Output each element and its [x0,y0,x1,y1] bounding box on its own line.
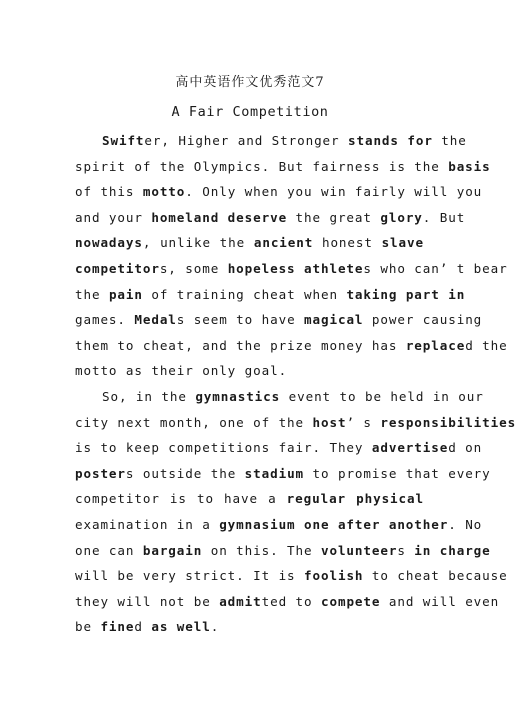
essay-line [75,256,508,282]
essay-text: to promise that every [304,465,491,481]
essay-text: to cheat because [363,568,508,584]
essay-text: city next month, one of the [75,414,313,430]
essay-text: the [75,286,109,302]
vocab-highlight: homeland deserve [151,209,288,225]
essay-text: s outside the [125,465,245,481]
vocab-highlight: nowadays [75,235,143,251]
essay-text: . [210,619,220,635]
essay-text: they will not be [75,593,220,609]
essay-text: s [397,542,415,558]
vocab-highlight: admit [219,593,262,609]
essay-line [75,538,491,564]
essay-line [75,358,424,384]
vocab-highlight: ancient [253,235,314,251]
essay-text: d [134,619,152,635]
essay-text: , unlike the [142,235,254,251]
essay-line [75,307,483,333]
essay-text: games. [75,312,135,328]
vocab-highlight: slave [381,235,424,251]
vocab-highlight: Medal [134,312,177,328]
vocab-highlight: taking part in [346,286,466,302]
vocab-highlight: competitor [75,260,160,276]
essay-text: . But [422,209,466,225]
essay-line [75,128,467,154]
essay-body [75,128,516,640]
vocab-highlight: glory [380,209,423,225]
vocab-highlight: gymnasium one after another [219,516,449,532]
essay-line [75,154,491,180]
vocab-highlight: regular physical [286,491,424,507]
essay-line [75,486,424,512]
vocab-highlight: Swift [102,133,145,148]
essay-text: will be very strict. It is [75,568,305,584]
vocab-highlight: host [312,414,347,430]
essay-text: competitor is to have a [75,491,287,507]
essay-line [75,563,508,589]
essay-text: honest [313,235,382,251]
vocab-highlight: pain [108,286,143,302]
essay-text: . Only when you win fairly will you [185,184,483,200]
vocab-highlight: as well [151,619,211,635]
essay-line [75,282,466,308]
essay-text: and will even [380,593,500,609]
vocab-highlight: in charge [414,542,491,558]
essay-text: d on [448,440,483,456]
essay-text: of this [75,184,143,200]
essay-text: er, Higher and Stronger [144,133,348,148]
vocab-highlight: replace [405,337,466,353]
essay-text: of training cheat when [142,286,347,302]
vocab-highlight: basis [448,158,491,174]
vocab-highlight: poster [75,465,126,481]
essay-text: be [75,619,101,635]
vocab-highlight: foolish [304,568,364,584]
essay-text: So, in the [102,388,196,404]
vocab-highlight: stadium [244,465,305,481]
essay-text: the great [287,209,381,225]
essay-text: ted to [261,593,321,609]
essay-line [75,410,516,436]
vocab-highlight: responsibilities [380,414,516,430]
essay-text: and your [75,209,152,225]
vocab-highlight: fine [100,619,135,635]
vocab-highlight: bargain [142,542,203,558]
vocab-highlight: compete [321,593,381,609]
vocab-highlight: hopeless athlete [227,260,364,276]
essay-text: examination in a [75,516,220,532]
vocab-highlight: stands for [348,133,433,148]
essay-line [75,333,508,359]
essay-line [75,614,424,640]
essay-line [75,205,466,231]
vocab-highlight: gymnastics [195,388,281,404]
document-heading: 高中英语作文优秀范文7 [175,75,325,90]
essay-text: event to be held in our [280,388,484,404]
essay-text: ’ s [346,414,381,430]
essay-text: the [432,133,467,148]
vocab-highlight: motto [142,184,186,200]
essay-text: power causing [363,312,483,328]
essay-text: one can [75,542,143,558]
essay-title: A Fair Competition [171,104,329,120]
essay-text: s who can’ t bear [363,260,508,276]
essay-line [75,589,500,615]
essay-text: motto as their only goal. [75,363,288,379]
vocab-highlight: volunteer [320,542,398,558]
essay-line [75,512,483,538]
essay-text: . No [448,516,483,532]
essay-line [75,461,491,487]
essay-line [75,179,483,205]
vocab-highlight: advertise [371,440,449,456]
essay-line [75,384,484,410]
essay-text: them to cheat, and the prize money has [75,337,406,353]
essay-line [75,435,483,461]
essay-text: on this. The [202,542,321,558]
essay-line [75,230,424,256]
essay-text: spirit of the Olympics. But fairness is the [75,158,449,174]
vocab-highlight: magical [304,312,364,328]
essay-text: is to keep competitions fair. They [75,440,372,456]
essay-text: d the [465,337,508,353]
essay-text: s, some [159,260,228,276]
essay-text: s seem to have [176,312,305,328]
